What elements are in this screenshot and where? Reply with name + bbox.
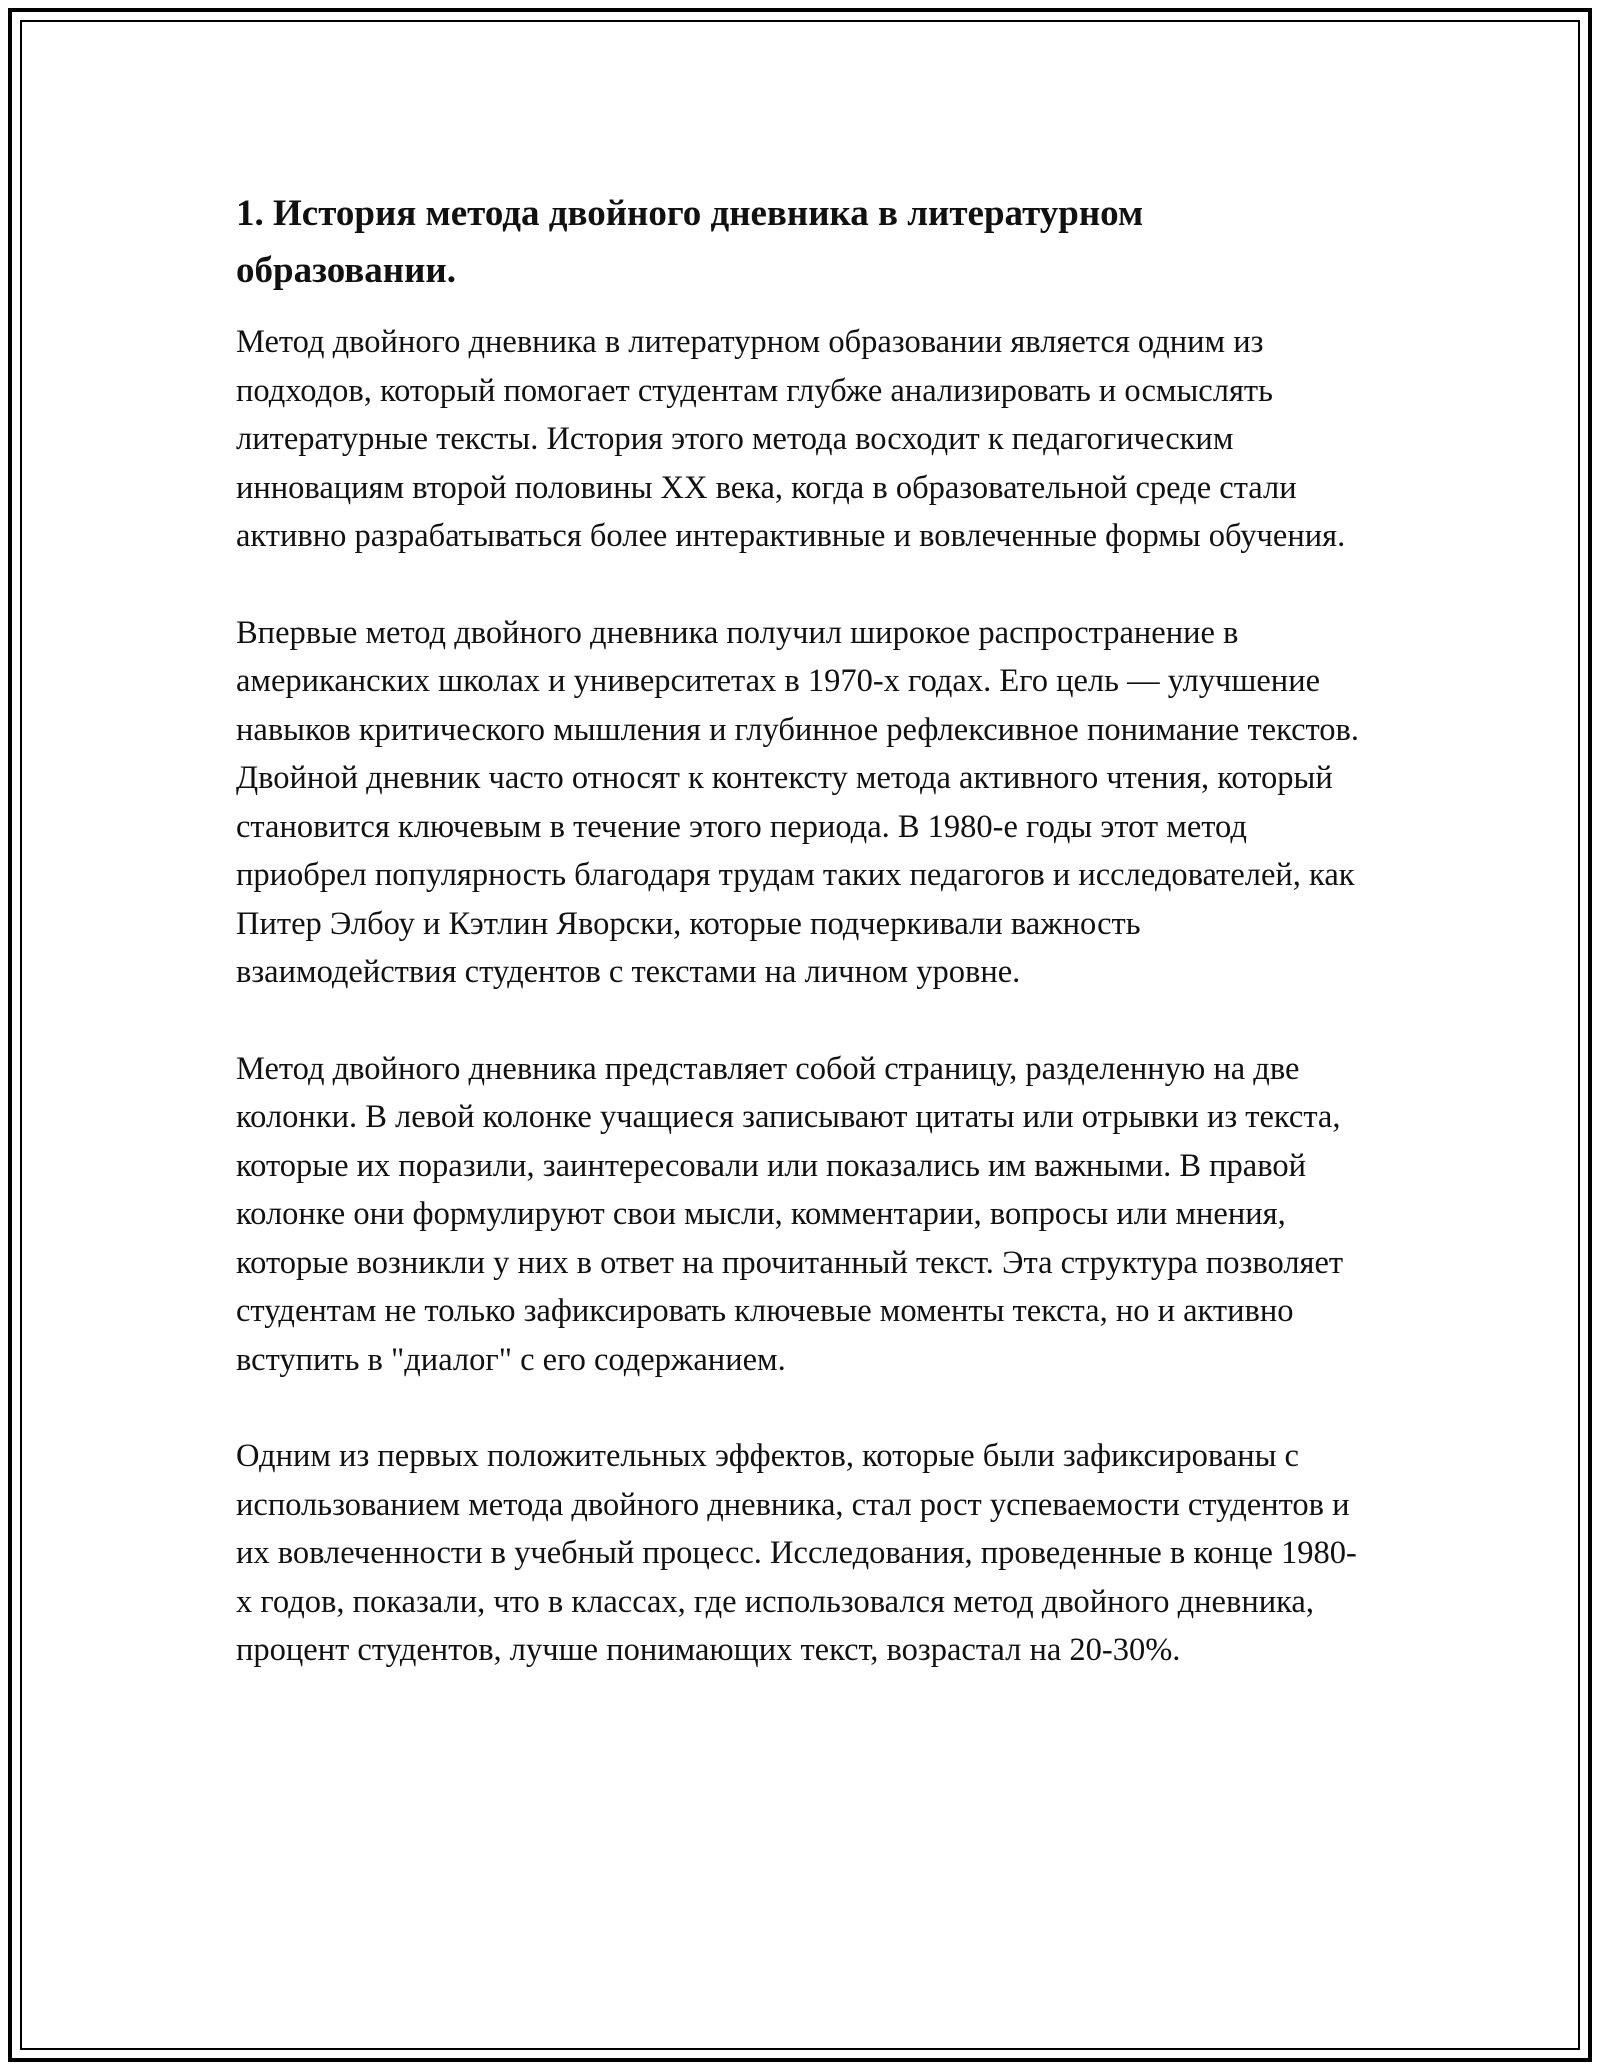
paragraph-1: Метод двойного дневника в литературном образовании является одним из подходов, который помогает студентам глубже анализировать и осмыслять литературные тексты. История этого метода восходит к педагогическим инновациям второй половины XX века, когда в образовательной среде стали активно разрабатываться более интерактивные и вовлеченные формы обучения. bbox=[236, 324, 1346, 554]
paragraph-2: Впервые метод двойного дневника получил широкое распространение в американских школах и университетах в 1970-х годах. Его цель — улучшение навыков критического мышления и глубинное рефлексивное понимание текстов. Двойной дневник часто относят к контексту метода активного чтения, который становится ключевым в течение этого периода. В 1980-е годы этот метод приобрел популярность благодаря трудам таких педагогов и исследователей, как Питер Элбоу и Кэтлин Яворски, которые подчеркивали важность взаимодействия студентов с текстами на личном уровне. bbox=[236, 614, 1360, 990]
paragraph-3: Метод двойного дневника представляет собой страницу, разделенную на две колонки. В левой колонке учащиеся записывают цитаты или отрывки из текста, которые их поразили, заинтересовали или показались им важными. В правой колонке они формулируют свои мысли, комментарии, вопросы или мнения, которые возникли у них в ответ на прочитанный текст. Эта структура позволяет студентам не только зафиксировать ключевые моменты текста, но и активно вступить в "диалог" с его содержанием. bbox=[236, 1050, 1344, 1378]
section-heading: 1. История метода двойного дневника в литературном образовании. bbox=[236, 193, 1144, 291]
paragraph-4: Одним из первых положительных эффектов, которые были зафиксированы с использованием метода двойного дневника, стал рост успеваемости студентов и их вовлеченности в учебный процесс. Исследования, проведенные в конце 1980-х годов, показали, что в классах, где использовался метод двойного дневника, процент студентов, лучше понимающих текст, возрастал на 20-30%. bbox=[236, 1438, 1357, 1668]
document-body bbox=[236, 185, 1366, 1675]
